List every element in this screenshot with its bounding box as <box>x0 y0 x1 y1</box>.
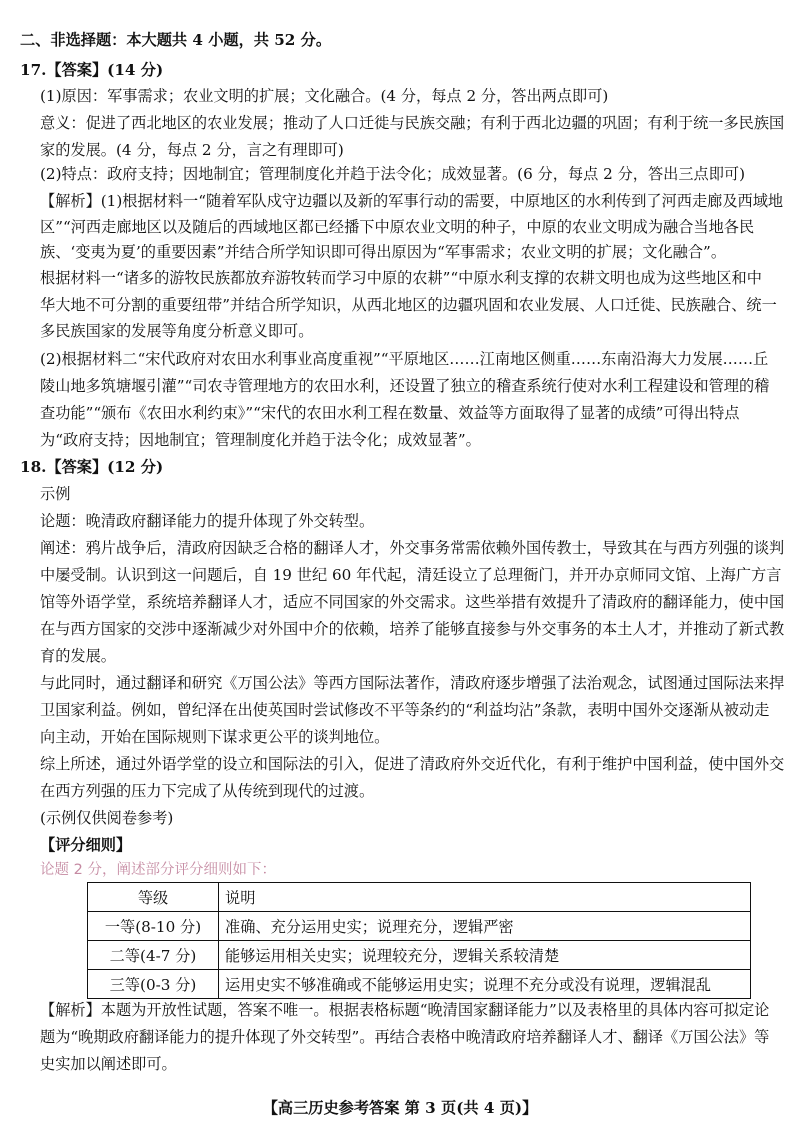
q18-example-note: (示例仅供阅卷参考) <box>40 809 174 827</box>
grading-table-header-cell: 说明 <box>219 883 751 912</box>
q17-analysis-line: 【解析】(1)根据材料一“随着军队戍守边疆以及新的军事行动的需要，中原地区的水利传到了河西走廊及西域地 <box>40 192 784 210</box>
section-title: 二、非选择题：本大题共 4 小题，共 52 分。 <box>20 31 332 49</box>
grade-level-cell: 三等(0-3 分) <box>88 970 219 999</box>
grading-table-row <box>88 970 751 999</box>
q18-answer-label: 18.【答案】(12 分) <box>20 458 164 476</box>
grading-table <box>87 882 751 999</box>
q17-analysis-line: 多民族国家的发展等角度分析意义即可。 <box>40 322 314 340</box>
q18-body-line: 阐述：鸦片战争后，清政府因缺乏合格的翻译人才，外交事务常需依赖外国传教士，导致其在与西方列强的谈判 <box>40 539 785 557</box>
q17-answer-label: 17.【答案】(14 分) <box>20 61 164 79</box>
q17-analysis-line: 根据材料一“诸多的游牧民族都放弃游牧转而学习中原的农耕”“中原水利支撑的农耕文明也成为这些地区和中 <box>40 269 762 287</box>
q18-rubric-label: 【评分细则】 <box>40 836 132 854</box>
q18-body-line: 与此同时，通过翻译和研究《万国公法》等西方国际法著作，清政府逐步增强了法治观念，试图通过国际法来捍 <box>40 674 785 692</box>
grade-description-cell: 能够运用相关史实；说理较充分，逻辑关系较清楚 <box>219 941 751 970</box>
q18-body-line: 馆等外语学堂，系统培养翻译人才，适应不同国家的外交需求。这些举措有效提升了清政府的翻译能力，使中国 <box>40 593 785 611</box>
q18-body-line: 育的发展。 <box>40 647 116 665</box>
q18-body-line: 综上所述，通过外语学堂的设立和国际法的引入，促进了清政府外交近代化，有利于维护中国利益，使中国外交 <box>40 755 785 773</box>
q17-part1-reason: (1)原因：军事需求；农业文明的扩展；文化融合。(4 分，每点 2 分，答出两点即可) <box>40 87 609 105</box>
grading-table-header <box>88 883 751 912</box>
grading-table-header-cell: 等级 <box>88 883 219 912</box>
grade-description-cell: 运用史实不够准确或不能够运用史实；说理不充分或没有说理，逻辑混乱 <box>219 970 751 999</box>
q17-analysis-line: 查功能”“颁布《农田水利约束》”“宋代的农田水利工程在数量、效益等方面取得了显著的成绩”可得出特点 <box>40 404 740 422</box>
page-footer: 【高三历史参考答案 第 3 页(共 4 页)】 <box>262 1099 538 1117</box>
q18-thesis: 论题：晚清政府翻译能力的提升体现了外交转型。 <box>40 512 375 530</box>
grade-level-cell: 二等(4-7 分) <box>88 941 219 970</box>
q18-body-line: 中屡受制。认识到这一问题后，自 19 世纪 60 年代起，清廷设立了总理衙门，并开办京师同文馆、上海广方言 <box>40 566 782 584</box>
q17-analysis-line: 族、‘变夷为夏’的重要因素”并结合所学知识即可得出原因为“军事需求；农业文明的扩展；文化融合”。 <box>40 243 727 261</box>
q17-analysis-line: (2)根据材料二“宋代政府对农田水利事业高度重视”“平原地区……江南地区侧重……东南沿海大力发展……丘 <box>40 350 769 368</box>
q17-analysis-line: 为“政府支持；因地制宜；管理制度化并趋于法令化；成效显著”。 <box>40 431 481 449</box>
q17-analysis-line: 陵山地多筑塘堰引灌”“司农寺管理地方的农田水利，还设置了独立的稽查系统行使对水利工程建设和管理的稽 <box>40 377 770 395</box>
q18-body-line: 卫国家利益。例如，曾纪泽在出使英国时尝试修改不平等条约的“利益均沾”条款，表明中国外交逐渐从被动走 <box>40 701 770 719</box>
grading-table-row <box>88 912 751 941</box>
grade-level-cell: 一等(8-10 分) <box>88 912 219 941</box>
q17-analysis-line: 区”“河西走廊地区以及随后的西域地区都已经播下中原农业文明的种子，中原的农业文明成为融合当地各民 <box>40 218 755 236</box>
q17-part2-features: (2)特点：政府支持；因地制宜；管理制度化并趋于法令化；成效显著。(6 分，每点 2 分，答出三点即可) <box>40 165 746 183</box>
q18-analysis-line: 题为“晚期政府翻译能力的提升体现了外交转型”。再结合表格中晚清政府培养翻译人才、翻译《万国公法》等 <box>40 1028 770 1046</box>
q18-body-line: 向主动，开始在国际规则下谋求更公平的谈判地位。 <box>40 728 390 746</box>
q18-analysis-line: 史实加以阐述即可。 <box>40 1055 177 1073</box>
q17-analysis-line: 华大地不可分割的重要纽带”并结合所学知识，从西北地区的边疆巩固和农业发展、人口迁徙、民族融合、统一 <box>40 296 777 314</box>
q18-analysis-line: 【解析】本题为开放性试题，答案不唯一。根据表格标题“晚清国家翻译能力”以及表格里的具体内容可拟定论 <box>40 1001 770 1019</box>
q17-part1-meaning-line2: 家的发展。(4 分，每点 2 分，言之有理即可) <box>40 141 344 159</box>
q18-example-label: 示例 <box>40 485 71 503</box>
q18-body-line: 在西方列强的压力下完成了从传统到现代的过渡。 <box>40 782 375 800</box>
q17-part1-meaning-line1: 意义：促进了西北地区的农业发展；推动了人口迁徙与民族交融；有利于西北边疆的巩固；有利于统一多民族国 <box>40 114 785 132</box>
grade-description-cell: 准确、充分运用史实；说理充分，逻辑严密 <box>219 912 751 941</box>
q18-body-line: 在与西方国家的交涉中逐渐减少对外国中介的依赖，培养了能够直接参与外交事务的本土人才，并推动了新式教 <box>40 620 785 638</box>
q18-rubric-note: 论题 2 分，阐述部分评分细则如下： <box>40 862 276 878</box>
grading-table-row <box>88 941 751 970</box>
